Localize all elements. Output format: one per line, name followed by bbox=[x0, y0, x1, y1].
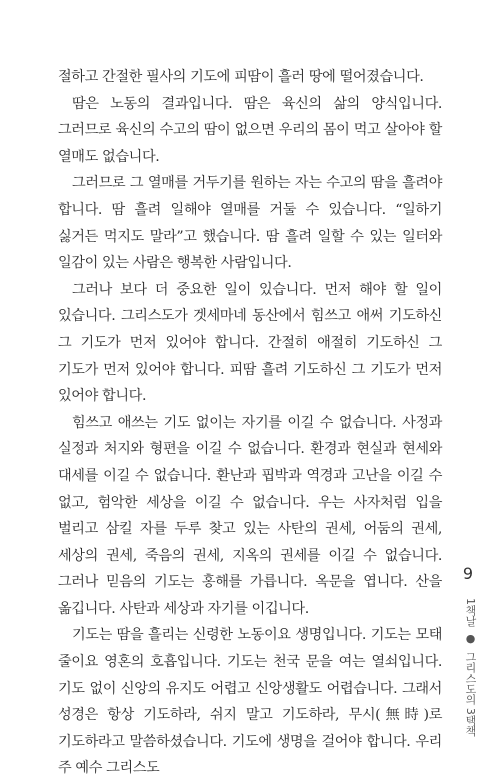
paragraph-2: 땀은 노동의 결과입니다. 땀은 육신의 삶의 양식입니다. 그러므로 육신의 수고의 땀이 없으면 우리의 몸이 먹고 살아야 할 열매도 없습니다. bbox=[58, 95, 442, 165]
running-header-title: 그리스도의 3택책 bbox=[464, 651, 477, 737]
paragraph-1: 절하고 간절한 필사의 기도에 피땀이 흘러 땅에 떨어졌습니다. bbox=[58, 69, 424, 85]
paragraph-5: 힘쓰고 애쓰는 기도 없이는 자기를 이길 수 없습니다. 사정과 실정과 처지와 형편을 이길 수 없습니다. 환경과 현실과 현세와 대세를 이길 수 없습니다. 환난과 핍박과 역경과 고난을 이길 수 없고, 험악한 세상을 이길 수 없습니다. 우는 사자처럼 입을 벌리고 삼킬 자를 두루 찾고 있는 사탄의 권세, 어둠의 권세, 세상의 권세, 죽음의 권세, 지옥의 권세를 이길 수 없습니다. 그러나 믿음의 기도는 홍해를 가릅니다. 옥문을 엽니다. 산을 옮깁니다. 사탄과 세상과 자기를 이깁니다. bbox=[58, 414, 442, 617]
paragraph-6: 기도는 땀을 흘리는 신령한 노동이요 생명입니다. 기도는 모태 줄이요 영혼의 호흡입니다. 기도는 천국 문을 여는 열쇠입니다. 기도 없이 신앙의 유지도 어렵고 신앙생활도 어렵습니다. 그래서 성경은 항상 기도하라, 쉬지 말고 기도하라, 무시(無時)로 기도하라고 말씀하셨습니다. 기도에 생명을 걸어야 합니다. 우리 주 예수 그리스도 bbox=[58, 627, 442, 777]
paragraph-4: 그러나 보다 더 중요한 일이 있습니다. 먼저 해야 할 일이 있습니다. 그리스도가 겟세마네 동산에서 힘쓰고 애써 기도하신 그 기도가 먼저 있어야 합니다. 간절히 애절히 기도하신 그 기도가 먼저 있어야 합니다. 피땀 흘려 기도하신 그 기도가 먼저 있어야 합니다. bbox=[58, 281, 442, 405]
running-header bbox=[462, 598, 478, 736]
page-body-text bbox=[58, 64, 442, 782]
paragraph-3: 그러므로 그 열매를 거두기를 원하는 자는 수고의 땀을 흘려야 합니다. 땀 흘려 일해야 열매를 거둘 수 있습니다. “일하기 싫거든 먹지도 말라”고 했습니다. 땀 흘려 일할 수 있는 일터와 일감이 있는 사람은 행복한 사람입니다. bbox=[58, 175, 442, 272]
page-number: 9 bbox=[462, 564, 474, 583]
running-header-part: 1책날 bbox=[464, 598, 477, 627]
bullet-separator-icon: ● bbox=[464, 632, 477, 646]
